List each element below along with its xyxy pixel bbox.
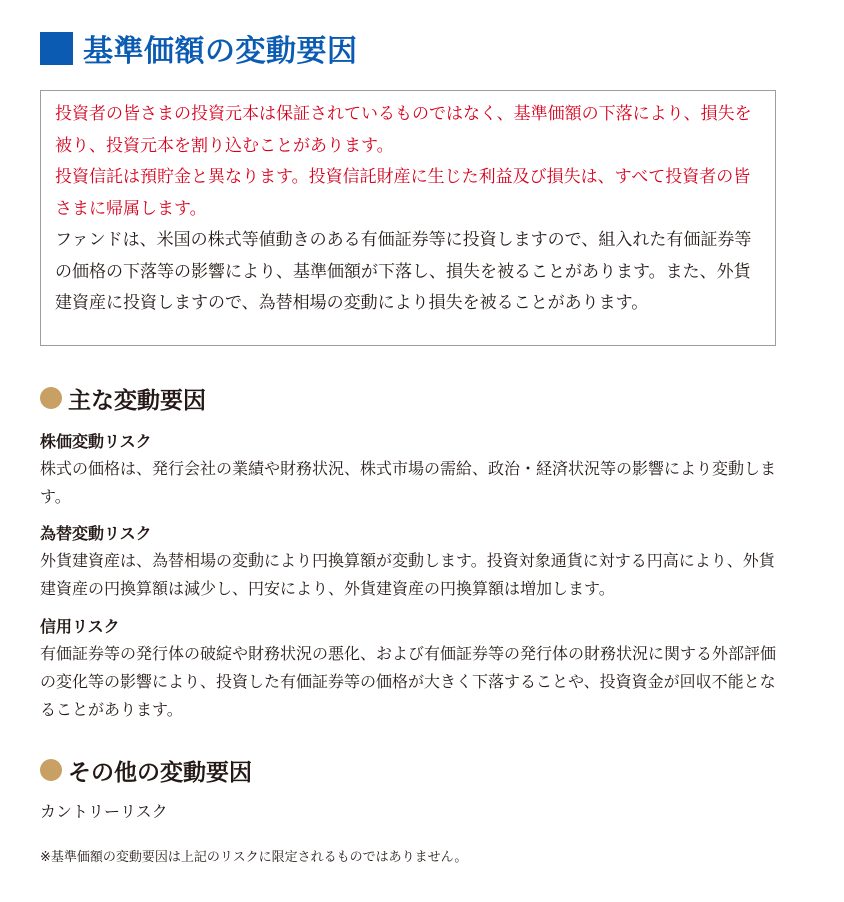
risk-item-credit (40, 616, 780, 724)
risk-item-exchange-rate (40, 523, 780, 603)
other-factors-title: その他の変動要因 (68, 759, 252, 786)
blue-square-icon (40, 32, 73, 65)
risk-item-description: 外貨建資産は、為替相場の変動により円換算額が変動します。投資対象通貨に対する円高により、外貨建資産の円換算額は減少し、円安により、外貨建資産の円換算額は増加します。 (40, 551, 775, 598)
gold-dot-icon (40, 759, 62, 781)
main-factors-title: 主な変動要因 (68, 387, 206, 414)
deposit-warning-text: 投資信託は預貯金と異なります。投資信託財産に生じた利益及び損失は、すべて投資者の皆さまに帰属します。 (55, 167, 751, 219)
other-factors-heading (40, 753, 252, 787)
risk-item-name: 信用リスク (40, 617, 120, 636)
risk-item-name: 株価変動リスク (40, 432, 152, 451)
risk-item-name: 為替変動リスク (40, 524, 152, 543)
main-factors-heading (40, 381, 206, 415)
footnote: ※基準価額の変動要因は上記のリスクに限定されるものではありません。 (40, 850, 468, 865)
principal-warning-text: 投資者の皆さまの投資元本は保証されているものではなく、基準価額の下落により、損失を被り、投資元本を割り込むことがあります。 (55, 104, 752, 156)
fund-risk-text: ファンドは、米国の株式等値動きのある有価証券等に投資しますので、組入れた有価証券等の価格の下落等の影響により、基準価額が下落し、損失を被ることがあります。また、外貨建資産に投資しますので、為替相場の変動により損失を被ることがあります。 (55, 230, 752, 313)
gold-dot-icon (40, 387, 62, 409)
risk-item-description: 有価証券等の発行体の破綻や財務状況の悪化、および有価証券等の発行体の財務状況に関する外部評価の変化等の影響により、投資した有価証券等の価格が大きく下落することや、投資資金が回収不能となることがあります。 (40, 644, 777, 719)
page-title: 基準価額の変動要因 (83, 34, 358, 69)
page-header (40, 28, 358, 68)
risk-notice-box (40, 90, 776, 346)
risk-item-stock-price (40, 431, 780, 511)
risk-item-description: 株式の価格は、発行会社の業績や財務状況、株式市場の需給、政治・経済状況等の影響により変動します。 (40, 459, 777, 506)
other-factor-country-risk: カントリーリスク (40, 802, 168, 821)
